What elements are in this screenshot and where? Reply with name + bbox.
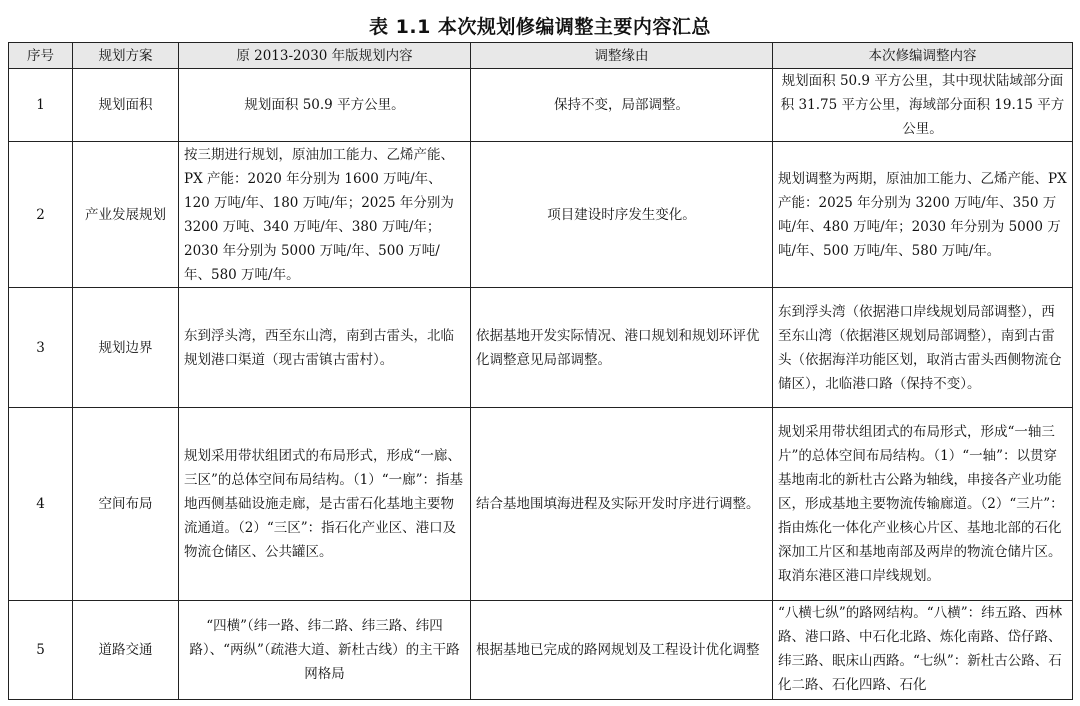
row-number: 3 — [9, 288, 73, 408]
row-item: 道路交通 — [73, 601, 179, 700]
row-reason: 结合基地围填海进程及实际开发时序进行调整。 — [471, 408, 773, 601]
row-item: 产业发展规划 — [73, 142, 179, 288]
row-reason: 根据基地已完成的路网规划及工程设计优化调整 — [471, 601, 773, 700]
row-item: 规划边界 — [73, 288, 179, 408]
row-reason: 依据基地开发实际情况、港口规划和规划环评优化调整意见局部调整。 — [471, 288, 773, 408]
row-original: 规划面积 50.9 平方公里。 — [179, 69, 471, 142]
row-number: 1 — [9, 69, 73, 142]
row-original: “四横”（纬一路、纬二路、纬三路、纬四路）、“两纵”（疏港大道、新杜古线）的主干路网格局 — [179, 601, 471, 700]
row-number: 5 — [9, 601, 73, 700]
row-original: 按三期进行规划，原油加工能力、乙烯产能、PX 产能：2020 年分别为 1600 万吨/年、120 万吨/年、180 万吨/年；2025 年分别为 3200 万吨、340 万吨/年、380 万吨/年；2030 年分别为 5000 万吨/年、500 万吨/年、580 万吨/年。 — [179, 142, 471, 288]
header-reason: 调整缘由 — [471, 43, 773, 69]
row-number: 4 — [9, 408, 73, 601]
header-no: 序号 — [9, 43, 73, 69]
table-row — [9, 601, 1073, 700]
header-adjusted: 本次修编调整内容 — [773, 43, 1073, 69]
table-row — [9, 408, 1073, 601]
row-adjusted: 东到浮头湾（依据港口岸线规划局部调整），西至东山湾（依据港区规划局部调整），南到古雷头（依据海洋功能区划，取消古雷头西侧物流仓储区），北临港口路（保持不变）。 — [773, 288, 1073, 408]
table-row — [9, 69, 1073, 142]
row-adjusted: 规划调整为两期，原油加工能力、乙烯产能、PX 产能：2025 年分别为 3200 万吨/年、350 万吨/年、480 万吨/年；2030 年分别为 5000 万吨/年、500 万吨/年、580 万吨/年。 — [773, 142, 1073, 288]
header-item: 规划方案 — [73, 43, 179, 69]
row-item: 空间布局 — [73, 408, 179, 601]
row-original: 东到浮头湾，西至东山湾，南到古雷头，北临规划港口渠道（现古雷镇古雷村）。 — [179, 288, 471, 408]
header-original: 原 2013-2030 年版规划内容 — [179, 43, 471, 69]
row-reason: 项目建设时序发生变化。 — [471, 142, 773, 288]
summary-table — [8, 42, 1073, 700]
row-adjusted: “八横七纵”的路网结构。“八横”：纬五路、西林路、港口路、中石化北路、炼化南路、岱仔路、纬三路、眠床山西路。“七纵”：新杜古公路、石化二路、石化四路、石化 — [778, 605, 1063, 693]
row-reason: 保持不变，局部调整。 — [471, 69, 773, 142]
table-row — [9, 142, 1073, 288]
row-original: 规划采用带状组团式的布局形式，形成“一廊、三区”的总体空间布局结构。（1）“一廊”：指基地西侧基础设施走廊，是古雷石化基地主要物流通道。（2）“三区”：指石化产业区、港口及物流仓储区、公共罐区。 — [179, 408, 471, 601]
row-item: 规划面积 — [73, 69, 179, 142]
table-row — [9, 288, 1073, 408]
row-adjusted-cell — [773, 601, 1073, 700]
row-number: 2 — [9, 142, 73, 288]
table-title: 表 1.1 本次规划修编调整主要内容汇总 — [369, 16, 711, 38]
header-row — [9, 43, 1073, 69]
row-adjusted: 规划采用带状组团式的布局形式，形成“一轴三片”的总体空间布局结构。（1）“一轴”：以贯穿基地南北的新杜古公路为轴线，串接各产业功能区，形成基地主要物流传输廊道。（2）“三片”：指由炼化一体化产业核心片区、基地北部的石化深加工片区和基地南部及两岸的物流仓储片区。取消东港区港口岸线规划。 — [773, 408, 1073, 601]
row-adjusted: 规划面积 50.9 平方公里，其中现状陆域部分面积 31.75 平方公里，海域部分面积 19.15 平方公里。 — [773, 69, 1073, 142]
